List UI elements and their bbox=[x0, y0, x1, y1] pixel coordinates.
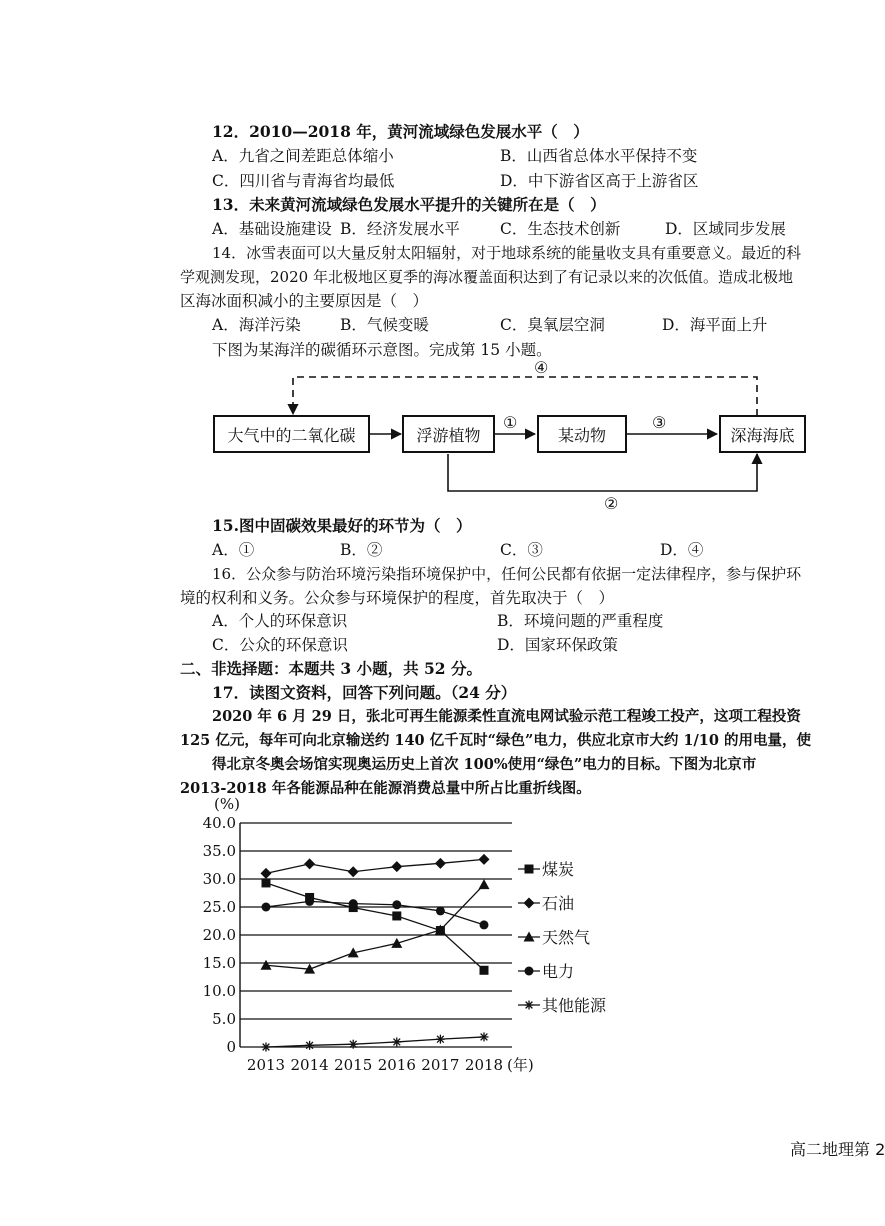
q15-option-c: C．③ bbox=[500, 541, 543, 559]
series-3-point bbox=[391, 938, 402, 948]
label-1: ① bbox=[503, 413, 518, 432]
label-4: ④ bbox=[534, 358, 549, 377]
series-4-point bbox=[349, 899, 358, 908]
y-tick-label: 30.0 bbox=[202, 870, 236, 888]
page-footer: 高二地理第 2 bbox=[790, 1140, 885, 1159]
q12-option-b: B．山西省总体水平保持不变 bbox=[500, 147, 698, 165]
q16-option-b: B．环境问题的严重程度 bbox=[497, 612, 664, 630]
series-5-point bbox=[480, 1032, 489, 1041]
series-line-5 bbox=[266, 1037, 484, 1047]
y-tick-label: 35.0 bbox=[202, 842, 236, 860]
x-tick-label: 2014 bbox=[290, 1056, 329, 1074]
series-1-point bbox=[436, 926, 445, 935]
x-tick-label: 2015 bbox=[334, 1056, 373, 1074]
section-2-heading: 二、非选择题：本题共 3 小题，共 52 分。 bbox=[180, 659, 482, 678]
q16-option-d: D．国家环保政策 bbox=[497, 636, 618, 654]
series-3-point bbox=[304, 964, 315, 974]
q13-option-b: B．经济发展水平 bbox=[340, 220, 460, 238]
q12-option-d: D．中下游省区高于上游省区 bbox=[500, 172, 699, 190]
series-1-point bbox=[262, 878, 271, 887]
q14-option-c: C．臭氧层空洞 bbox=[500, 316, 605, 334]
series-5-point bbox=[262, 1043, 271, 1052]
q14-line-3: 区海冰面积减小的主要原因是（ ） bbox=[180, 292, 429, 310]
q17-para-1: 2020 年 6 月 29 日，张北可再生能源柔性直流电网试验示范工程竣工投产，这项工程投资 bbox=[212, 708, 801, 725]
legend-marker-4 bbox=[525, 967, 534, 976]
series-5-point bbox=[436, 1035, 445, 1044]
q13-option-c: C．生态技术创新 bbox=[500, 220, 621, 238]
q12-stem: 12．2010—2018 年，黄河流域绿色发展水平（ ） bbox=[212, 122, 589, 141]
legend-marker-1 bbox=[525, 865, 534, 874]
q14-option-a: A．海洋污染 bbox=[212, 316, 301, 334]
series-2-point bbox=[261, 868, 272, 879]
q17-para-2: 125 亿元，每年可向北京输送约 140 亿千瓦时“绿色”电力，供应北京市大约 1/10 的用电量，使 bbox=[180, 732, 812, 749]
label-2: ② bbox=[604, 494, 619, 513]
series-1-point bbox=[480, 966, 489, 975]
series-line-4 bbox=[266, 901, 484, 925]
box-deep-sea-floor: 深海海底 bbox=[719, 415, 806, 453]
y-tick-label: 0 bbox=[226, 1038, 236, 1056]
series-3-point bbox=[261, 960, 272, 970]
series-3-point bbox=[479, 879, 490, 889]
q16-option-a: A．个人的环保意识 bbox=[212, 612, 348, 630]
q17-para-4: 2013-2018 年各能源品种在能源消费总量中所占比重折线图。 bbox=[180, 780, 591, 797]
series-4-point bbox=[480, 920, 489, 929]
series-2-point bbox=[391, 861, 402, 872]
series-1-point bbox=[349, 903, 358, 912]
q15-stem: 15.图中固碳效果最好的环节为（ ） bbox=[212, 516, 472, 535]
legend-label-2: 石油 bbox=[542, 894, 575, 913]
box-phytoplankton: 浮游植物 bbox=[402, 415, 495, 453]
y-tick-label: 25.0 bbox=[202, 898, 236, 916]
series-2-point bbox=[479, 854, 490, 865]
legend-label-5: 其他能源 bbox=[542, 996, 607, 1015]
series-5-point bbox=[349, 1040, 358, 1049]
y-tick-label: 10.0 bbox=[202, 982, 236, 1000]
series-4-point bbox=[436, 906, 445, 915]
series-4-point bbox=[305, 897, 314, 906]
series-line-1 bbox=[266, 883, 484, 970]
x-axis-label: (年) bbox=[507, 1056, 534, 1074]
series-3-point bbox=[348, 947, 359, 957]
x-tick-label: 2013 bbox=[246, 1056, 286, 1074]
y-tick-label: 20.0 bbox=[202, 926, 236, 944]
q16-line-1: 16．公众参与防治环境污染指环境保护中，任何公民都有依据一定法律程序，参与保护环 bbox=[212, 565, 802, 583]
q15-option-a: A．① bbox=[212, 541, 255, 559]
legend-label-3: 天然气 bbox=[542, 928, 591, 947]
q17-para-3: 得北京冬奥会场馆实现奥运历史上首次 100%使用“绿色”电力的目标。下图为北京市 bbox=[212, 756, 757, 773]
arrow-4 bbox=[293, 377, 757, 416]
q14-option-d: D．海平面上升 bbox=[662, 316, 768, 334]
series-1-point bbox=[392, 911, 401, 920]
q12-option-c: C．四川省与青海省均最低 bbox=[212, 172, 395, 190]
q15-option-d: D．④ bbox=[660, 541, 704, 559]
series-line-2 bbox=[266, 859, 484, 873]
legend-marker-2 bbox=[524, 898, 535, 909]
series-2-point bbox=[348, 866, 359, 877]
box-atmospheric-co2: 大气中的二氧化碳 bbox=[213, 415, 370, 453]
q17-stem: 17．读图文资料，回答下列问题。（24 分） bbox=[212, 683, 517, 702]
legend-marker-3 bbox=[524, 932, 535, 942]
series-4-point bbox=[392, 900, 401, 909]
series-line-3 bbox=[266, 885, 484, 970]
series-2-point bbox=[435, 858, 446, 869]
series-2-point bbox=[304, 858, 315, 869]
series-5-point bbox=[305, 1041, 314, 1050]
q13-stem: 13．未来黄河流域绿色发展水平提升的关键所在是（ ） bbox=[212, 195, 606, 214]
legend-label-4: 电力 bbox=[542, 962, 575, 981]
y-tick-label: 40.0 bbox=[202, 814, 236, 832]
legend-label-1: 煤炭 bbox=[542, 860, 575, 879]
q15-option-b: B．② bbox=[340, 541, 383, 559]
y-tick-label: 15.0 bbox=[202, 954, 236, 972]
series-4-point bbox=[262, 903, 271, 912]
box-animal: 某动物 bbox=[537, 415, 627, 453]
q12-option-a: A．九省之间差距总体缩小 bbox=[212, 147, 394, 165]
x-tick-label: 2016 bbox=[377, 1056, 416, 1074]
series-5-point bbox=[392, 1037, 401, 1046]
x-tick-label: 2017 bbox=[421, 1056, 460, 1074]
q13-option-a: A．基础设施建设 bbox=[212, 220, 332, 238]
y-axis-label: (%) bbox=[214, 795, 240, 813]
series-3-point bbox=[435, 924, 446, 934]
q14-line-1: 14．冰雪表面可以大量反射太阳辐射，对于地球系统的能量收支具有重要意义。最近的科 bbox=[212, 244, 802, 262]
q14-line-2: 学观测发现，2020 年北极地区夏季的海冰覆盖面积达到了有记录以来的次低值。造成北极地 bbox=[180, 268, 793, 286]
label-3: ③ bbox=[652, 413, 667, 432]
q14-option-b: B．气候变暖 bbox=[340, 316, 429, 334]
q16-option-c: C．公众的环保意识 bbox=[212, 636, 348, 654]
diagram-intro: 下图为某海洋的碳循环示意图。完成第 15 小题。 bbox=[212, 341, 552, 359]
x-tick-label: 2018 bbox=[464, 1056, 504, 1074]
q13-option-d: D．区域同步发展 bbox=[665, 220, 786, 238]
legend-marker-5 bbox=[525, 1001, 534, 1010]
arrow-2 bbox=[448, 454, 757, 491]
series-1-point bbox=[305, 893, 314, 902]
q16-line-2: 境的权利和义务。公众参与环境保护的程度，首先取决于（ ） bbox=[180, 589, 615, 607]
y-tick-label: 5.0 bbox=[212, 1010, 236, 1028]
